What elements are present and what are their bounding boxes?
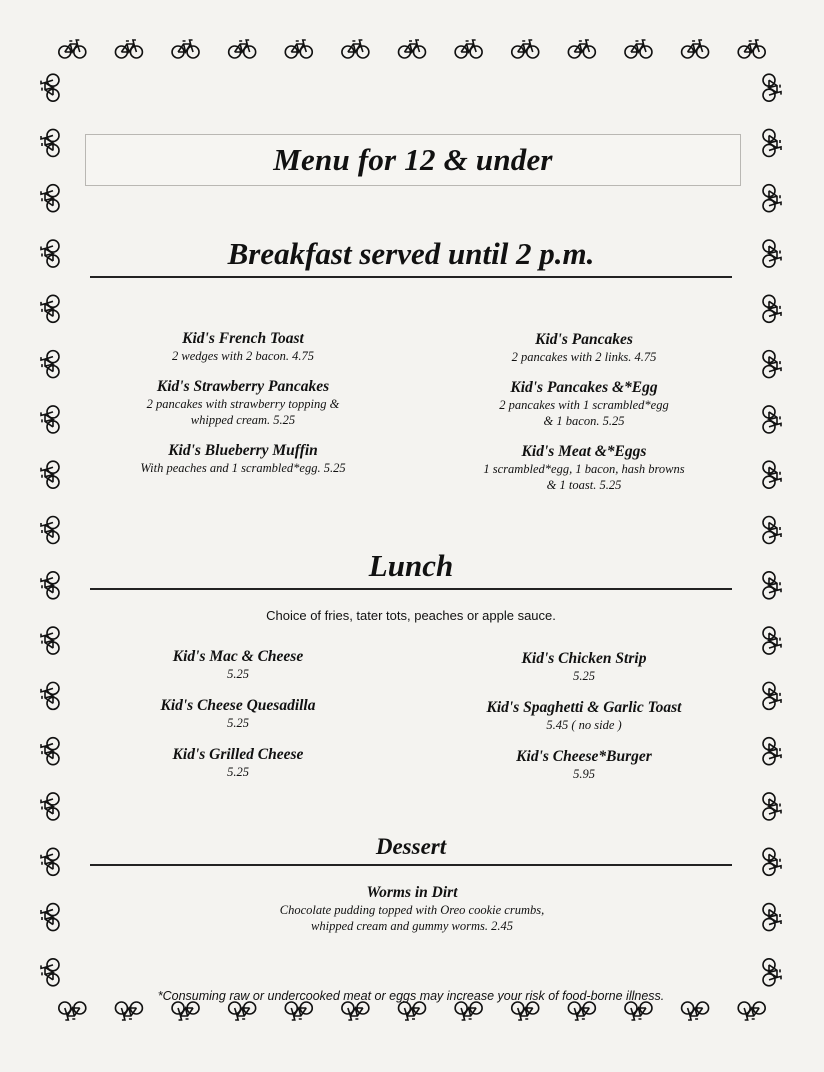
menu-item-description: 5.25 <box>227 765 249 779</box>
menu-item-name: Kid's Pancakes <box>535 331 633 348</box>
bicycle-icon <box>682 1002 709 1020</box>
menu-item <box>419 699 749 733</box>
bicycle-icon <box>172 40 199 58</box>
menu-item <box>78 330 408 364</box>
bicycle-border-right <box>756 60 788 1000</box>
menu-item-name: Kid's Cheese Quesadilla <box>160 697 316 714</box>
bicycle-icon <box>41 351 59 378</box>
menu-item-description: 5.25 <box>573 669 595 683</box>
bicycle-icon <box>285 40 312 58</box>
bicycle-icon <box>229 1002 256 1020</box>
menu-item-description: 5.45 ( no side ) <box>546 718 622 732</box>
menu-item-description: 1 scrambled*egg, 1 bacon, hash browns <box>483 462 685 476</box>
menu-item-name: Kid's Grilled Cheese <box>172 746 304 763</box>
bicycle-icon <box>763 129 781 156</box>
bicycle-icon <box>763 738 781 765</box>
menu-item-name: Kid's Strawberry Pancakes <box>156 378 330 395</box>
bicycle-icon <box>41 74 59 101</box>
bicycle-icon <box>512 40 539 58</box>
bicycle-icon <box>625 40 652 58</box>
menu-item <box>78 378 408 428</box>
dessert-column <box>200 884 624 948</box>
bicycle-icon <box>763 240 781 267</box>
menu-item-name: Kid's Pancakes &*Egg <box>510 379 658 396</box>
bicycle-icon <box>41 738 59 765</box>
bicycle-icon <box>763 793 781 820</box>
breakfast-right-column <box>419 331 749 507</box>
bicycle-icon <box>763 959 781 986</box>
bicycle-icon <box>342 40 369 58</box>
menu-item-description: 2 pancakes with strawberry topping & <box>146 397 340 411</box>
bicycle-icon <box>115 1002 142 1020</box>
bicycle-icon <box>41 406 59 433</box>
bicycle-icon <box>763 185 781 212</box>
bicycle-icon <box>763 406 781 433</box>
menu-item-description: 2 wedges with 2 bacon. 4.75 <box>171 349 314 363</box>
menu-item <box>419 331 749 365</box>
menu-item <box>419 443 749 493</box>
bicycle-icon <box>41 129 59 156</box>
bicycle-icon <box>41 682 59 709</box>
bicycle-icon <box>41 793 59 820</box>
bicycle-icon <box>568 40 595 58</box>
menu-item <box>419 650 749 684</box>
menu-item-name: Kid's French Toast <box>182 330 304 347</box>
breakfast-heading: Breakfast served until 2 p.m. <box>90 236 732 278</box>
bicycle-icon <box>59 1002 86 1020</box>
bicycle-icon <box>763 848 781 875</box>
bicycle-icon <box>342 1002 369 1020</box>
bicycle-icon <box>763 517 781 544</box>
lunch-left-column <box>73 648 403 795</box>
bicycle-icon <box>41 185 59 212</box>
bicycle-icon <box>763 351 781 378</box>
bicycle-icon <box>41 461 59 488</box>
menu-item-name: Kid's Cheese*Burger <box>516 748 652 765</box>
bicycle-icon <box>41 517 59 544</box>
bicycle-icon <box>625 1002 652 1020</box>
bicycle-icon <box>41 295 59 322</box>
dessert-heading: Dessert <box>90 834 732 866</box>
menu-item <box>78 442 408 476</box>
bicycle-icon <box>41 572 59 599</box>
menu-title: Menu for 12 & under <box>273 142 553 177</box>
bicycle-icon <box>763 74 781 101</box>
bicycle-icon <box>229 40 256 58</box>
bicycle-icon <box>41 959 59 986</box>
menu-item-description: 5.95 <box>573 767 595 781</box>
menu-item <box>73 746 403 780</box>
menu-item-description: With peaches and 1 scrambled*egg. 5.25 <box>140 461 346 475</box>
menu-item <box>73 697 403 731</box>
breakfast-left-column <box>78 330 408 490</box>
bicycle-icon <box>763 461 781 488</box>
bicycle-icon <box>41 904 59 931</box>
menu-item <box>73 648 403 682</box>
menu-item-description: whipped cream and gummy worms. 2.45 <box>311 919 513 933</box>
menu-item-name: Kid's Chicken Strip <box>521 650 647 667</box>
menu-item-description: & 1 bacon. 5.25 <box>543 414 625 428</box>
bicycle-icon <box>59 40 86 58</box>
bicycle-border-top <box>44 34 780 64</box>
menu-item-description: & 1 toast. 5.25 <box>546 478 622 492</box>
menu-item-name: Worms in Dirt <box>366 884 458 901</box>
lunch-heading: Lunch <box>90 548 732 590</box>
bicycle-icon <box>115 40 142 58</box>
bicycle-icon <box>455 40 482 58</box>
bicycle-icon <box>41 240 59 267</box>
bicycle-icon <box>763 627 781 654</box>
bicycle-icon <box>763 295 781 322</box>
bicycle-icon <box>763 572 781 599</box>
menu-item-description: 5.25 <box>227 716 249 730</box>
bicycle-icon <box>763 682 781 709</box>
bicycle-icon <box>568 1002 595 1020</box>
bicycle-icon <box>399 40 426 58</box>
food-safety-disclaimer: *Consuming raw or undercooked meat or eggs may increase your risk of food-borne illness. <box>157 989 665 1003</box>
menu-item <box>419 379 749 429</box>
menu-item <box>200 884 624 934</box>
lunch-sides-note: Choice of fries, tater tots, peaches or apple sauce. <box>266 608 556 623</box>
bicycle-icon <box>172 1002 199 1020</box>
bicycle-icon <box>738 1002 765 1020</box>
lunch-right-column <box>419 650 749 797</box>
bicycle-icon <box>738 40 765 58</box>
menu-title-box <box>85 134 741 186</box>
bicycle-icon <box>285 1002 312 1020</box>
menu-item-description: Chocolate pudding topped with Oreo cookie crumbs, <box>279 903 545 917</box>
menu-item-description: 5.25 <box>227 667 249 681</box>
bicycle-icon <box>41 848 59 875</box>
menu-item-description: whipped cream. 5.25 <box>190 413 296 427</box>
menu-item-name: Kid's Spaghetti & Garlic Toast <box>486 699 682 716</box>
bicycle-icon <box>763 904 781 931</box>
bicycle-icon <box>41 627 59 654</box>
menu-item <box>419 748 749 782</box>
bicycle-icon <box>399 1002 426 1020</box>
bicycle-icon <box>455 1002 482 1020</box>
menu-item-name: Kid's Blueberry Muffin <box>168 442 318 459</box>
menu-item-name: Kid's Meat &*Eggs <box>521 443 647 460</box>
menu-item-description: 2 pancakes with 1 scrambled*egg <box>499 398 669 412</box>
menu-item-name: Kid's Mac & Cheese <box>172 648 304 665</box>
menu-item-description: 2 pancakes with 2 links. 4.75 <box>511 350 657 364</box>
bicycle-icon <box>682 40 709 58</box>
bicycle-icon <box>512 1002 539 1020</box>
bicycle-border-left <box>34 60 66 1000</box>
